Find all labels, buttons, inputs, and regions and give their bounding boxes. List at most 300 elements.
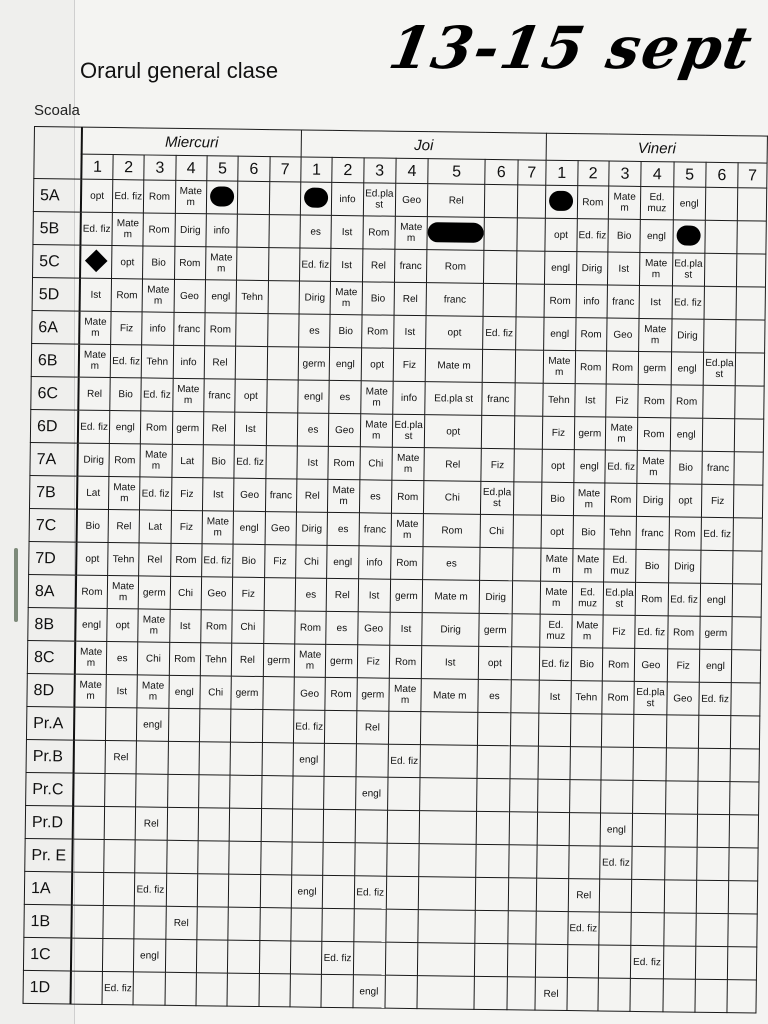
subject-cell bbox=[197, 874, 229, 907]
subject-cell bbox=[631, 879, 664, 912]
subject-cell: Mate m bbox=[142, 279, 174, 312]
subject-cell: Dirig bbox=[576, 252, 608, 285]
subject-cell: Chi bbox=[359, 447, 392, 480]
day-header: Vineri bbox=[546, 133, 767, 163]
subject-cell: germ bbox=[390, 579, 423, 612]
subject-cell bbox=[238, 181, 270, 214]
class-label: 7A bbox=[30, 442, 78, 476]
subject-cell: Rom bbox=[169, 642, 201, 675]
subject-cell: Dirig bbox=[296, 512, 328, 545]
class-label: 8D bbox=[27, 673, 75, 707]
subject-cell bbox=[103, 872, 135, 905]
subject-cell: opt bbox=[76, 542, 108, 575]
subject-cell bbox=[476, 844, 509, 877]
subject-cell bbox=[515, 317, 544, 350]
handwritten-date: 13-15 sept bbox=[384, 14, 759, 82]
subject-cell bbox=[229, 841, 261, 874]
subject-cell bbox=[476, 811, 509, 844]
subject-cell bbox=[483, 283, 516, 316]
period-number: 4 bbox=[396, 158, 429, 183]
subject-cell bbox=[235, 346, 267, 379]
subject-cell bbox=[731, 650, 760, 683]
subject-cell bbox=[509, 779, 538, 812]
subject-cell: Rel bbox=[362, 249, 395, 282]
subject-cell: Ed.pla st bbox=[363, 183, 396, 216]
subject-cell bbox=[165, 939, 197, 972]
class-label: 1D bbox=[23, 970, 71, 1004]
class-label: 6D bbox=[30, 409, 78, 443]
subject-cell: info bbox=[576, 285, 608, 318]
subject-cell bbox=[74, 707, 106, 740]
subject-cell bbox=[731, 716, 760, 749]
subject-cell bbox=[728, 947, 757, 980]
diamond-icon bbox=[85, 249, 108, 272]
subject-cell: engl bbox=[298, 380, 330, 413]
subject-cell: engl bbox=[205, 280, 237, 313]
subject-cell: engl bbox=[545, 251, 577, 284]
subject-cell: Chi bbox=[232, 610, 264, 643]
subject-cell bbox=[321, 974, 353, 1007]
subject-cell bbox=[513, 482, 542, 515]
period-number: 3 bbox=[144, 155, 176, 180]
subject-cell bbox=[506, 977, 535, 1010]
subject-cell bbox=[387, 843, 420, 876]
subject-cell: Rel bbox=[78, 377, 110, 410]
subject-cell: Rel bbox=[108, 510, 140, 543]
subject-cell: es bbox=[327, 512, 359, 545]
subject-cell: franc bbox=[394, 249, 427, 282]
subject-cell bbox=[261, 809, 293, 842]
subject-cell: Rel bbox=[232, 643, 264, 676]
subject-cell bbox=[356, 744, 389, 777]
subject-cell bbox=[260, 842, 292, 875]
class-label: Pr.B bbox=[26, 739, 74, 773]
class-label: 1A bbox=[24, 871, 72, 905]
subject-cell: Chi bbox=[480, 514, 513, 547]
subject-cell bbox=[418, 877, 475, 911]
subject-cell bbox=[735, 353, 764, 386]
subject-cell: Geo bbox=[607, 318, 640, 351]
subject-cell bbox=[666, 715, 699, 748]
subject-cell: franc bbox=[482, 382, 515, 415]
period-number: 6 bbox=[485, 159, 518, 184]
subject-cell: Mate m bbox=[425, 349, 482, 383]
subject-cell bbox=[663, 913, 696, 946]
redaction-mark bbox=[545, 185, 577, 218]
period-number: 6 bbox=[238, 156, 270, 181]
subject-cell: Ed. fiz bbox=[141, 378, 173, 411]
subject-cell: es bbox=[297, 413, 329, 446]
subject-cell bbox=[386, 876, 419, 909]
subject-cell: Ed. fiz bbox=[701, 517, 734, 550]
subject-cell: Bio bbox=[203, 445, 235, 478]
subject-cell: Mate m bbox=[137, 675, 169, 708]
subject-cell: es bbox=[423, 547, 480, 581]
redaction-mark bbox=[300, 182, 332, 215]
subject-cell: Ed. fiz bbox=[110, 345, 142, 378]
class-label: 8C bbox=[27, 640, 75, 674]
subject-cell: Rom bbox=[577, 186, 609, 219]
subject-cell: Ed. fiz bbox=[135, 873, 167, 906]
subject-cell bbox=[482, 415, 515, 448]
subject-cell bbox=[512, 548, 541, 581]
subject-cell bbox=[199, 742, 231, 775]
subject-cell bbox=[73, 773, 105, 806]
subject-cell bbox=[569, 780, 601, 813]
subject-cell: Tehn bbox=[604, 516, 637, 549]
redaction-mark bbox=[672, 220, 705, 253]
subject-cell: Ed. fiz bbox=[201, 544, 233, 577]
subject-cell bbox=[728, 881, 757, 914]
subject-cell: engl bbox=[355, 777, 388, 810]
subject-cell bbox=[480, 547, 513, 580]
subject-cell: Rel bbox=[428, 184, 485, 218]
subject-cell bbox=[734, 452, 763, 485]
subject-cell: Geo bbox=[329, 413, 361, 446]
subject-cell bbox=[570, 747, 602, 780]
subject-cell bbox=[631, 912, 664, 945]
subject-cell: engl bbox=[700, 583, 733, 616]
subject-cell: Rom bbox=[328, 446, 360, 479]
subject-cell: Fiz bbox=[481, 448, 514, 481]
subject-cell: Mate m bbox=[573, 483, 605, 516]
subject-cell: engl bbox=[75, 608, 107, 641]
period-number: 2 bbox=[577, 161, 609, 186]
subject-cell bbox=[268, 281, 300, 314]
subject-cell: Ist bbox=[106, 674, 138, 707]
subject-cell bbox=[732, 617, 761, 650]
subject-cell: Chi bbox=[295, 545, 327, 578]
subject-cell: Rom bbox=[575, 351, 607, 384]
subject-cell bbox=[236, 313, 268, 346]
subject-cell bbox=[733, 518, 762, 551]
subject-cell bbox=[134, 906, 166, 939]
subject-cell: Fiz bbox=[393, 348, 426, 381]
subject-cell: Mate m bbox=[294, 644, 326, 677]
redaction-blob bbox=[428, 222, 484, 243]
subject-cell: germ bbox=[574, 417, 606, 450]
subject-cell: germ bbox=[172, 411, 204, 444]
subject-cell bbox=[355, 810, 388, 843]
subject-cell bbox=[104, 806, 136, 839]
subject-cell: Ist bbox=[297, 446, 329, 479]
subject-cell bbox=[729, 815, 758, 848]
subject-cell: Rom bbox=[390, 546, 423, 579]
day-header: Miercuri bbox=[82, 127, 302, 157]
subject-cell: Fiz bbox=[171, 510, 203, 543]
subject-cell bbox=[474, 976, 507, 1009]
subject-cell bbox=[697, 847, 730, 880]
subject-cell: opt bbox=[478, 646, 511, 679]
subject-cell: Mate m bbox=[571, 615, 603, 648]
subject-cell bbox=[697, 781, 730, 814]
subject-cell bbox=[386, 909, 419, 942]
subject-cell: engl bbox=[671, 352, 704, 385]
subject-cell bbox=[736, 287, 765, 320]
subject-cell bbox=[484, 217, 517, 250]
subject-cell bbox=[135, 840, 167, 873]
subject-cell bbox=[198, 841, 230, 874]
subject-cell bbox=[516, 284, 545, 317]
subject-cell: Ist bbox=[80, 278, 112, 311]
subject-cell bbox=[266, 380, 298, 413]
subject-cell bbox=[290, 941, 322, 974]
subject-cell: Bio bbox=[542, 482, 574, 515]
subject-cell: info bbox=[358, 546, 391, 579]
class-label: 6A bbox=[32, 310, 80, 344]
subject-cell: Mate m bbox=[540, 581, 572, 614]
subject-cell bbox=[262, 677, 294, 710]
subject-cell: Rom bbox=[670, 385, 703, 418]
subject-cell bbox=[663, 946, 696, 979]
subject-cell bbox=[324, 743, 356, 776]
subject-cell: Rom bbox=[389, 645, 422, 678]
subject-cell bbox=[511, 614, 540, 647]
subject-cell: germ bbox=[700, 616, 733, 649]
subject-cell: Rel bbox=[356, 711, 389, 744]
subject-cell: info bbox=[393, 381, 426, 414]
subject-cell: engl bbox=[168, 675, 200, 708]
subject-cell bbox=[508, 845, 537, 878]
class-label: Pr.A bbox=[26, 706, 74, 740]
subject-cell: Mate m bbox=[422, 580, 479, 614]
subject-cell: Bio bbox=[362, 282, 395, 315]
subject-cell bbox=[539, 713, 571, 746]
redaction-mark bbox=[427, 217, 484, 251]
subject-cell: Ed. fiz bbox=[388, 744, 421, 777]
subject-cell: info bbox=[173, 345, 205, 378]
subject-cell bbox=[737, 188, 766, 221]
subject-cell: Ed. muz bbox=[603, 549, 636, 582]
subject-cell: Ist bbox=[607, 252, 640, 285]
subject-cell: Rel bbox=[296, 479, 328, 512]
subject-cell: Mate m bbox=[74, 674, 106, 707]
subject-cell: Mate m bbox=[109, 477, 141, 510]
subject-cell bbox=[268, 215, 300, 248]
subject-cell bbox=[229, 808, 261, 841]
subject-cell bbox=[727, 980, 756, 1013]
subject-cell bbox=[696, 913, 729, 946]
subject-cell: info bbox=[142, 312, 174, 345]
subject-cell: Rom bbox=[111, 279, 143, 312]
subject-cell: franc bbox=[359, 513, 392, 546]
subject-cell: Mate m bbox=[421, 679, 478, 713]
subject-cell: Rom bbox=[170, 543, 202, 576]
subject-cell: engl bbox=[640, 219, 673, 252]
subject-cell: Mate m bbox=[637, 450, 670, 483]
subject-cell: Rel bbox=[139, 543, 171, 576]
subject-cell bbox=[698, 715, 731, 748]
subject-cell: engl bbox=[574, 450, 606, 483]
subject-cell bbox=[568, 846, 600, 879]
subject-cell bbox=[227, 973, 259, 1006]
subject-cell: Geo bbox=[666, 682, 699, 715]
subject-cell bbox=[664, 880, 697, 913]
subject-cell bbox=[324, 776, 356, 809]
subject-cell: Ed. fiz bbox=[299, 248, 331, 281]
subject-cell bbox=[633, 780, 666, 813]
subject-cell: Ed. fiz bbox=[80, 212, 112, 245]
redaction-blob bbox=[210, 186, 234, 206]
subject-cell bbox=[353, 942, 386, 975]
subject-cell bbox=[260, 875, 292, 908]
redaction-blob bbox=[677, 225, 701, 245]
subject-cell bbox=[230, 742, 262, 775]
subject-cell: Ed.pla st bbox=[634, 681, 667, 714]
subject-cell bbox=[736, 320, 765, 353]
subject-cell: opt bbox=[426, 316, 483, 350]
subject-cell: es bbox=[298, 314, 330, 347]
class-label: 5A bbox=[33, 179, 81, 213]
subject-cell: Ed. fiz bbox=[668, 583, 701, 616]
subject-cell bbox=[417, 976, 474, 1010]
subject-cell: Mate m bbox=[205, 247, 237, 280]
subject-cell: Tehn bbox=[200, 643, 232, 676]
subject-cell bbox=[510, 713, 539, 746]
subject-cell: Bio bbox=[110, 378, 142, 411]
subject-cell bbox=[538, 746, 570, 779]
subject-cell: franc bbox=[265, 479, 297, 512]
subject-cell bbox=[168, 708, 200, 741]
subject-cell bbox=[537, 812, 569, 845]
subject-cell bbox=[196, 973, 228, 1006]
subject-cell bbox=[387, 777, 420, 810]
subject-cell bbox=[516, 251, 545, 284]
subject-cell: Lat bbox=[139, 510, 171, 543]
subject-cell bbox=[418, 943, 475, 977]
subject-cell: Ist bbox=[390, 612, 423, 645]
subject-cell: Mate m bbox=[392, 447, 425, 480]
period-number: 2 bbox=[332, 157, 364, 182]
subject-cell: opt bbox=[235, 379, 267, 412]
subject-cell bbox=[567, 978, 599, 1011]
subject-cell bbox=[237, 214, 269, 247]
subject-cell: es bbox=[326, 611, 358, 644]
period-number: 1 bbox=[81, 154, 113, 179]
subject-cell: Ed. fiz bbox=[234, 445, 266, 478]
subject-cell: Mate m bbox=[608, 186, 641, 219]
subject-cell bbox=[268, 248, 300, 281]
subject-cell bbox=[601, 714, 634, 747]
subject-cell: engl bbox=[109, 411, 141, 444]
subject-cell bbox=[166, 873, 198, 906]
subject-cell: es bbox=[478, 679, 511, 712]
subject-cell bbox=[697, 814, 730, 847]
subject-cell bbox=[70, 971, 102, 1004]
subject-cell: Ed. fiz bbox=[577, 219, 609, 252]
subject-cell: Ed. fiz bbox=[539, 647, 571, 680]
class-label: 5D bbox=[32, 277, 80, 311]
subject-cell bbox=[662, 979, 695, 1012]
subject-cell bbox=[196, 940, 228, 973]
subject-cell bbox=[634, 714, 667, 747]
subject-cell: Geo bbox=[174, 279, 206, 312]
subject-cell bbox=[290, 974, 322, 1007]
subject-cell: es bbox=[359, 480, 392, 513]
subject-cell: Rom bbox=[544, 284, 576, 317]
subject-cell bbox=[704, 253, 737, 286]
class-label: Pr.C bbox=[26, 772, 74, 806]
subject-cell: Fiz bbox=[232, 577, 264, 610]
class-label: 7C bbox=[29, 508, 77, 542]
subject-cell bbox=[598, 945, 631, 978]
subject-cell bbox=[632, 846, 665, 879]
subject-cell: Fiz bbox=[606, 384, 639, 417]
subject-cell bbox=[695, 979, 728, 1012]
subject-cell bbox=[136, 774, 168, 807]
period-number: 2 bbox=[113, 155, 144, 180]
subject-cell: Mate m bbox=[360, 414, 393, 447]
subject-cell: Rom bbox=[638, 384, 671, 417]
subject-cell: Ed.pla st bbox=[392, 414, 425, 447]
subject-cell: Lat bbox=[171, 444, 203, 477]
subject-cell: opt bbox=[669, 484, 702, 517]
subject-cell: Mate m bbox=[175, 180, 207, 213]
subject-cell bbox=[323, 809, 355, 842]
subject-cell bbox=[665, 781, 698, 814]
subject-cell: Rom bbox=[141, 411, 173, 444]
subject-cell: Ist bbox=[574, 384, 606, 417]
class-label: 1B bbox=[24, 904, 72, 938]
subject-cell bbox=[536, 878, 568, 911]
subject-cell bbox=[601, 747, 634, 780]
subject-cell: Rom bbox=[143, 213, 175, 246]
subject-cell bbox=[104, 839, 136, 872]
subject-cell: germ bbox=[263, 644, 295, 677]
subject-cell: engl bbox=[673, 187, 706, 220]
subject-cell bbox=[477, 745, 510, 778]
subject-cell bbox=[167, 774, 199, 807]
subject-cell bbox=[515, 350, 544, 383]
subject-cell: Fiz bbox=[357, 645, 390, 678]
period-number: 3 bbox=[609, 161, 642, 186]
subject-cell: Ist bbox=[169, 609, 201, 642]
subject-cell: Rel bbox=[394, 282, 427, 315]
subject-cell: opt bbox=[361, 348, 394, 381]
subject-cell: franc bbox=[204, 379, 236, 412]
subject-cell bbox=[695, 946, 728, 979]
subject-cell: Ed.pla st bbox=[703, 352, 736, 385]
subject-cell: engl bbox=[329, 347, 361, 380]
subject-cell: Geo bbox=[635, 648, 668, 681]
subject-cell bbox=[570, 714, 602, 747]
redaction-blob bbox=[304, 187, 328, 207]
subject-cell: Rel bbox=[535, 977, 567, 1010]
subject-cell: Ed. fiz bbox=[605, 450, 638, 483]
subject-cell bbox=[259, 974, 291, 1007]
subject-cell: Ed. muz bbox=[540, 614, 572, 647]
subject-cell bbox=[292, 809, 324, 842]
subject-cell: germ bbox=[298, 347, 330, 380]
subject-cell bbox=[385, 942, 418, 975]
subject-cell bbox=[665, 814, 698, 847]
subject-cell bbox=[385, 975, 418, 1008]
subject-cell: Dirig bbox=[77, 443, 109, 476]
subject-cell: Ed. fiz bbox=[631, 945, 664, 978]
subject-cell: Ed. fiz bbox=[322, 941, 354, 974]
subject-cell: Bio bbox=[233, 544, 265, 577]
subject-cell bbox=[262, 710, 294, 743]
subject-cell: Rom bbox=[174, 246, 206, 279]
subject-cell bbox=[482, 349, 515, 382]
subject-cell: Rom bbox=[204, 313, 236, 346]
subject-cell bbox=[73, 740, 105, 773]
subject-cell bbox=[266, 413, 298, 446]
timetable bbox=[23, 126, 768, 1014]
subject-cell: Mate m bbox=[639, 318, 672, 351]
subject-cell: Ed. fiz bbox=[102, 971, 134, 1004]
subject-cell bbox=[354, 843, 387, 876]
